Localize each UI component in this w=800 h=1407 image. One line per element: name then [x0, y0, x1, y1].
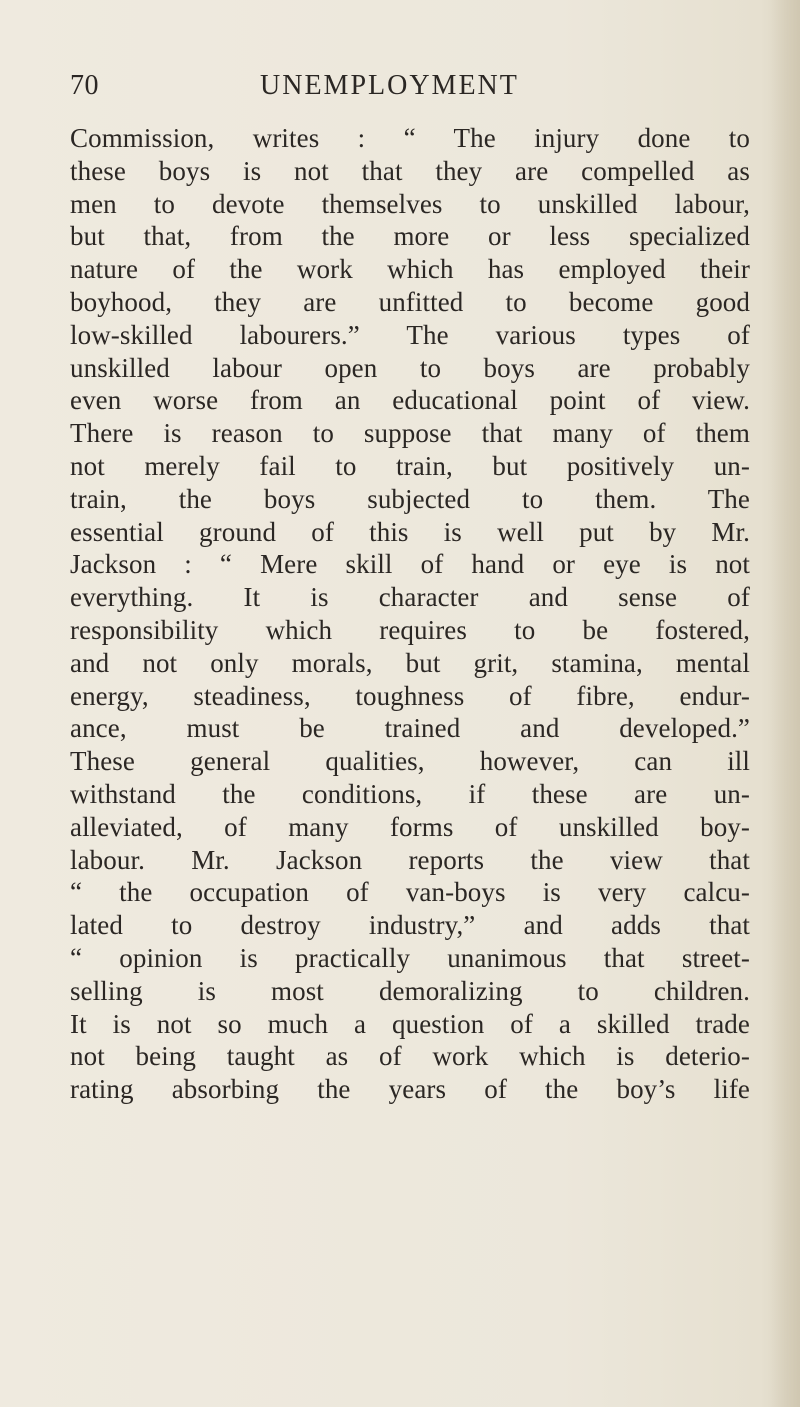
text-line: essential ground of this is well put by Mr. — [70, 516, 750, 547]
text-line: It is not so much a question of a skilled trade — [70, 1008, 750, 1039]
text-line: boyhood, they are unfitted to become good — [70, 286, 750, 317]
text-line: low-skilled labourers.” The various types of — [70, 319, 750, 350]
text-line: There is reason to suppose that many of them — [70, 418, 750, 449]
text-line: Commission, writes : “ The injury done to — [70, 123, 750, 153]
text-line: “ the occupation of van-boys is very calcu- — [70, 877, 750, 908]
text-line: these boys is not that they are compelled as — [70, 155, 750, 186]
text-line: withstand the conditions, if these are un- — [70, 778, 750, 809]
text-line: but that, from the more or less specialized — [70, 221, 750, 252]
text-line: responsibility which requires to be fostered, — [70, 614, 750, 645]
text-line: men to devote themselves to unskilled labour, — [70, 188, 750, 219]
text-line: and not only morals, but grit, stamina, mental — [70, 647, 750, 678]
text-line: selling is most demoralizing to children. — [70, 975, 750, 1006]
text-line: not being taught as of work which is deterio- — [70, 1041, 750, 1072]
text-line: even worse from an educational point of view. — [70, 385, 750, 416]
page-header — [70, 70, 770, 110]
text-line: “ opinion is practically unanimous that street- — [70, 942, 750, 973]
running-head: UNEMPLOYMENT — [260, 70, 519, 101]
text-line: Jackson : “ Mere skill of hand or eye is not — [70, 549, 750, 580]
text-line: rating absorbing the years of the boy’s life — [70, 1074, 750, 1105]
text-line: nature of the work which has employed their — [70, 254, 750, 285]
page-edge-shadow — [770, 0, 800, 1407]
text-line: alleviated, of many forms of unskilled boy- — [70, 811, 750, 842]
text-line: lated to destroy industry,” and adds that — [70, 910, 750, 941]
text-line: These general qualities, however, can ill — [70, 746, 750, 777]
text-line: not merely fail to train, but positively un- — [70, 450, 750, 481]
text-line: everything. It is character and sense of — [70, 582, 750, 613]
text-line: ance, must be trained and developed.” — [70, 713, 750, 744]
text-line: unskilled labour open to boys are probably — [70, 352, 750, 383]
text-line: train, the boys subjected to them. The — [70, 483, 750, 514]
body-text — [70, 122, 750, 1106]
text-line: energy, steadiness, toughness of fibre, endur- — [70, 680, 750, 711]
page-number: 70 — [70, 70, 99, 101]
text-line: labour. Mr. Jackson reports the view that — [70, 844, 750, 875]
